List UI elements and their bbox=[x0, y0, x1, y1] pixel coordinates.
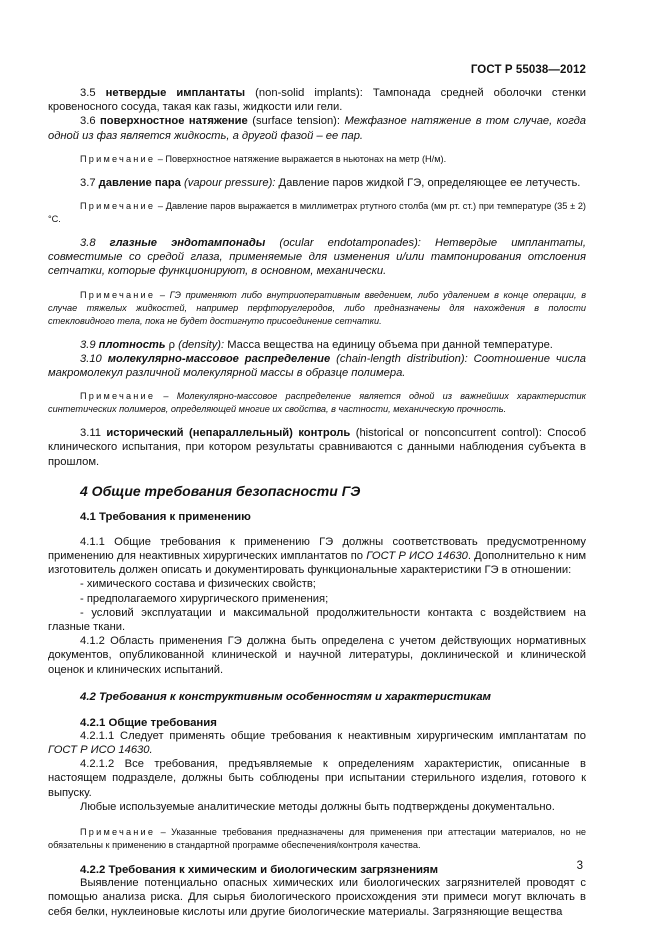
term-name: молекулярно-массовое распределение bbox=[107, 352, 331, 365]
term-3-11 bbox=[48, 426, 586, 469]
list-item: - химического состава и физических свойств; bbox=[80, 578, 316, 591]
note-3-8 bbox=[48, 289, 586, 328]
page-content bbox=[48, 86, 586, 919]
note-text: – Поверхностное натяжение выражается в ньютонах на метр (Н/м). bbox=[157, 153, 447, 164]
note-label: Примечание bbox=[80, 391, 156, 402]
section-4-2-1-heading: 4.2.1 Общие требования bbox=[80, 716, 217, 729]
term-number: 3.8 bbox=[80, 237, 96, 250]
standard-reference: ГОСТ Р ИСО 14630 bbox=[366, 550, 468, 563]
term-definition: Межфазное натяжение в том случае, когда одной из фаз является жидкость, а другой фазой – ее пар. bbox=[48, 115, 587, 142]
note-3-7 bbox=[48, 200, 586, 226]
note-text: – Давление паров выражается в миллиметрах ртутного столба (мм рт. ст.) при температуре (35 ± 2)°С. bbox=[48, 201, 586, 225]
term-number: 3.11 bbox=[80, 427, 101, 440]
term-english: (surface tension): bbox=[252, 115, 340, 128]
section-4-heading: 4 Общие требования безопасности ГЭ bbox=[80, 482, 361, 499]
term-english: (density): bbox=[178, 338, 225, 351]
paragraph-text: 4.1.1 Общие требования к применению ГЭ должны соответствовать предусмотренному применению для неактивных хирургических имплантатов по bbox=[48, 535, 586, 563]
term-name: поверхностное натяжение bbox=[100, 115, 248, 128]
term-3-5 bbox=[48, 86, 586, 114]
term-name: глазные эндотампонады bbox=[109, 237, 266, 250]
paragraph-text: 4.2.1.1 Следует применять общие требования к неактивным хирургическим имплантатам по bbox=[80, 729, 586, 742]
term-3-9 bbox=[48, 338, 586, 352]
page-number: 3 bbox=[576, 860, 583, 872]
term-definition: Тампонада средней оболочки стенки кровеносного сосуда, такая как газы, жидкости или гели. bbox=[48, 87, 587, 114]
note-text: – Молекулярно-массовое распределение является одной из важнейших характеристик синтетических полимеров, определяющей многие их свойства, в частности, механическую прочность. bbox=[48, 391, 586, 415]
term-number: 3.10 bbox=[80, 352, 102, 365]
term-3-6 bbox=[48, 114, 586, 142]
term-definition: Способ клинического испытания, при котором результаты сравниваются с данными наблюдения субъекта в прошлом. bbox=[48, 427, 586, 468]
section-4-2-heading: 4.2 Требования к конструктивным особенностям и характеристикам bbox=[80, 690, 491, 703]
term-definition: Нетвердые имплантаты, совместимые со средой глаза, применяемые для изменения и/или тампонирования отслоения сетчатки, которые функционируют, в основном, механически. bbox=[48, 237, 587, 278]
characteristics-list bbox=[48, 577, 586, 605]
paragraph-4-2-2: Выявление потенциально опасных химических или биологических загрязнителей проводят с помощью анализа риска. Для сырья биологического происхождения эти примеси могут включать в себя белки, нуклеиновые кислоты или другие биологические материалы. Загрязняющие вещества bbox=[48, 877, 586, 918]
term-name: плотность bbox=[98, 338, 166, 351]
note-3-6 bbox=[48, 153, 586, 166]
term-symbol: ρ bbox=[168, 338, 175, 351]
term-number: 3.7 bbox=[80, 176, 96, 189]
term-number: 3.9 bbox=[80, 338, 96, 351]
paragraph-4-2-1-2: 4.2.1.2 Все требования, предъявляемые к определениям характеристик, описанные в настоящем подразделе, должны быть соблюдены при испытании стерильного изделия, готового к выпуску. bbox=[48, 758, 586, 799]
standard-reference: ГОСТ Р ИСО 14630 bbox=[48, 744, 150, 757]
term-definition: Масса вещества на единицу объема при данной температуре. bbox=[227, 338, 553, 351]
paragraph-4-1-1 bbox=[48, 535, 586, 578]
term-3-7 bbox=[48, 176, 586, 190]
term-number: 3.5 bbox=[80, 87, 96, 99]
term-name: давление пара bbox=[98, 176, 181, 189]
term-3-8 bbox=[48, 236, 586, 279]
term-definition: Соотношение числа макромолекул различной молекулярной массы в образце полимера. bbox=[48, 352, 587, 380]
note-text: – ГЭ применяют либо внутриоперативным введением, либо удалением в конце операции, в случае тяжелых жидкостей, например перфторуглеродов, либо предназначены для нахождения в полости стекловидного тела, пока не будет достигнуто присоединение сетчатки. bbox=[48, 289, 586, 326]
paragraph-4-2-1-2-b: Любые используемые аналитические методы должны быть подтверждены документально. bbox=[80, 800, 555, 813]
term-english: (historical or nonconcurrent control): bbox=[355, 427, 542, 440]
note-3-10 bbox=[48, 390, 586, 416]
section-4-1-heading: 4.1 Требования к применению bbox=[80, 510, 251, 523]
paragraph-text: . Дополнительно к ним изготовитель должен описать и документировать функциональные характеристики ГЭ в отношении: bbox=[48, 550, 587, 577]
term-number: 3.6 bbox=[80, 115, 96, 128]
standard-header: ГОСТ Р 55038—2012 bbox=[470, 64, 586, 76]
term-english: (vapour pressure): bbox=[184, 176, 276, 189]
term-name: нетвердые имплантаты bbox=[105, 87, 246, 99]
term-3-10 bbox=[48, 352, 586, 380]
note-label: Примечание bbox=[80, 289, 156, 300]
paragraph-4-2-1-1 bbox=[48, 729, 586, 757]
paragraph-text: . bbox=[149, 744, 153, 757]
list-item: - предполагаемого хирургического применения; bbox=[80, 592, 329, 605]
term-english: (non-solid implants): bbox=[255, 87, 363, 99]
paragraph-4-1-2: 4.1.2 Область применения ГЭ должна быть определена с учетом действующих нормативных документов, опубликованной клинической и научной литературы, доклинической и клинической оценок и клинических испытаний. bbox=[48, 635, 586, 676]
note-text: – Указанные требования предназначены для применения при аттестации материалов, но не обязательны к применению в стандартной программе обеспечения/контроля качества. bbox=[48, 827, 586, 851]
note-label: Примечание bbox=[80, 201, 156, 212]
section-4-2-2-heading: 4.2.2 Требования к химическим и биологическим загрязнениям bbox=[80, 864, 439, 877]
note-4-2-1 bbox=[48, 826, 586, 852]
list-item: - условий эксплуатации и максимальной продолжительности контакта с воздействием на глазные ткани. bbox=[48, 606, 586, 634]
term-english: (chain-length distribution): bbox=[336, 352, 468, 365]
term-english: (ocular endotamponades): bbox=[279, 237, 421, 250]
term-name: исторический (непараллельный) контроль bbox=[106, 427, 351, 440]
note-label: Примечание bbox=[80, 827, 156, 838]
note-label: Примечание bbox=[80, 153, 156, 164]
term-definition: Давление паров жидкой ГЭ, определяющее ее летучесть. bbox=[278, 176, 581, 189]
